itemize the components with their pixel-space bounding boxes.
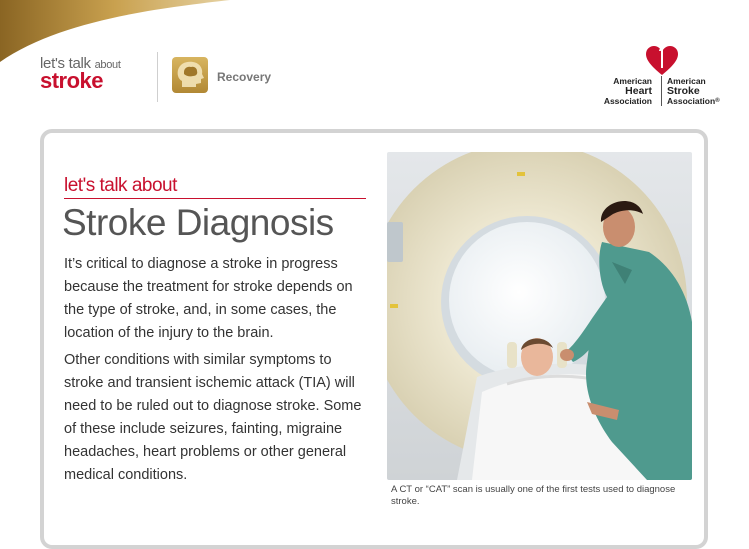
kicker: let's talk about: [64, 175, 177, 196]
brand-line1: let's talk: [40, 55, 91, 72]
ct-scan-photo: [387, 152, 692, 480]
paragraph-1: It’s critical to diagnose a stroke in progress because the treatment for stroke depends on the type of stroke, and, in some cases, the location of the injury to the brain.: [64, 256, 353, 341]
kicker-underline: [64, 198, 366, 199]
header-divider: [157, 52, 158, 102]
brand-line2: stroke: [40, 68, 104, 93]
paragraph-2: Other conditions with similar symptoms to stroke and transient ischemic attack (TIA) will need to be ruled out to diagnose stroke. Some of these include seizures, fainting, migraine headaches, heart problems or other general medical conditions.: [64, 352, 362, 483]
asa-line1: American: [667, 76, 706, 86]
asa-line3: Association: [667, 96, 716, 106]
aha-line2: Heart: [625, 85, 652, 97]
section-label: Recovery: [217, 70, 272, 84]
lets-talk-about-stroke-logo: [40, 56, 121, 92]
photo-caption: A CT or “CAT” scan is usually one of the first tests used to diagnose stroke.: [391, 484, 676, 507]
page-title: Stroke Diagnosis: [62, 202, 334, 243]
heart-torch-icon: [645, 46, 679, 76]
aha-name: [604, 76, 652, 106]
aha-divider: [661, 76, 662, 106]
brain-head-icon: [172, 57, 208, 93]
brand-line1-small: about: [94, 59, 121, 71]
aha-asa-logo: [600, 46, 730, 108]
header-swoosh: [0, 0, 260, 70]
asa-name: [667, 76, 720, 106]
asa-line2: Stroke: [667, 85, 700, 97]
registered-mark: ®: [715, 98, 720, 104]
aha-line3: Association: [603, 96, 652, 106]
aha-line1: American: [613, 76, 652, 86]
